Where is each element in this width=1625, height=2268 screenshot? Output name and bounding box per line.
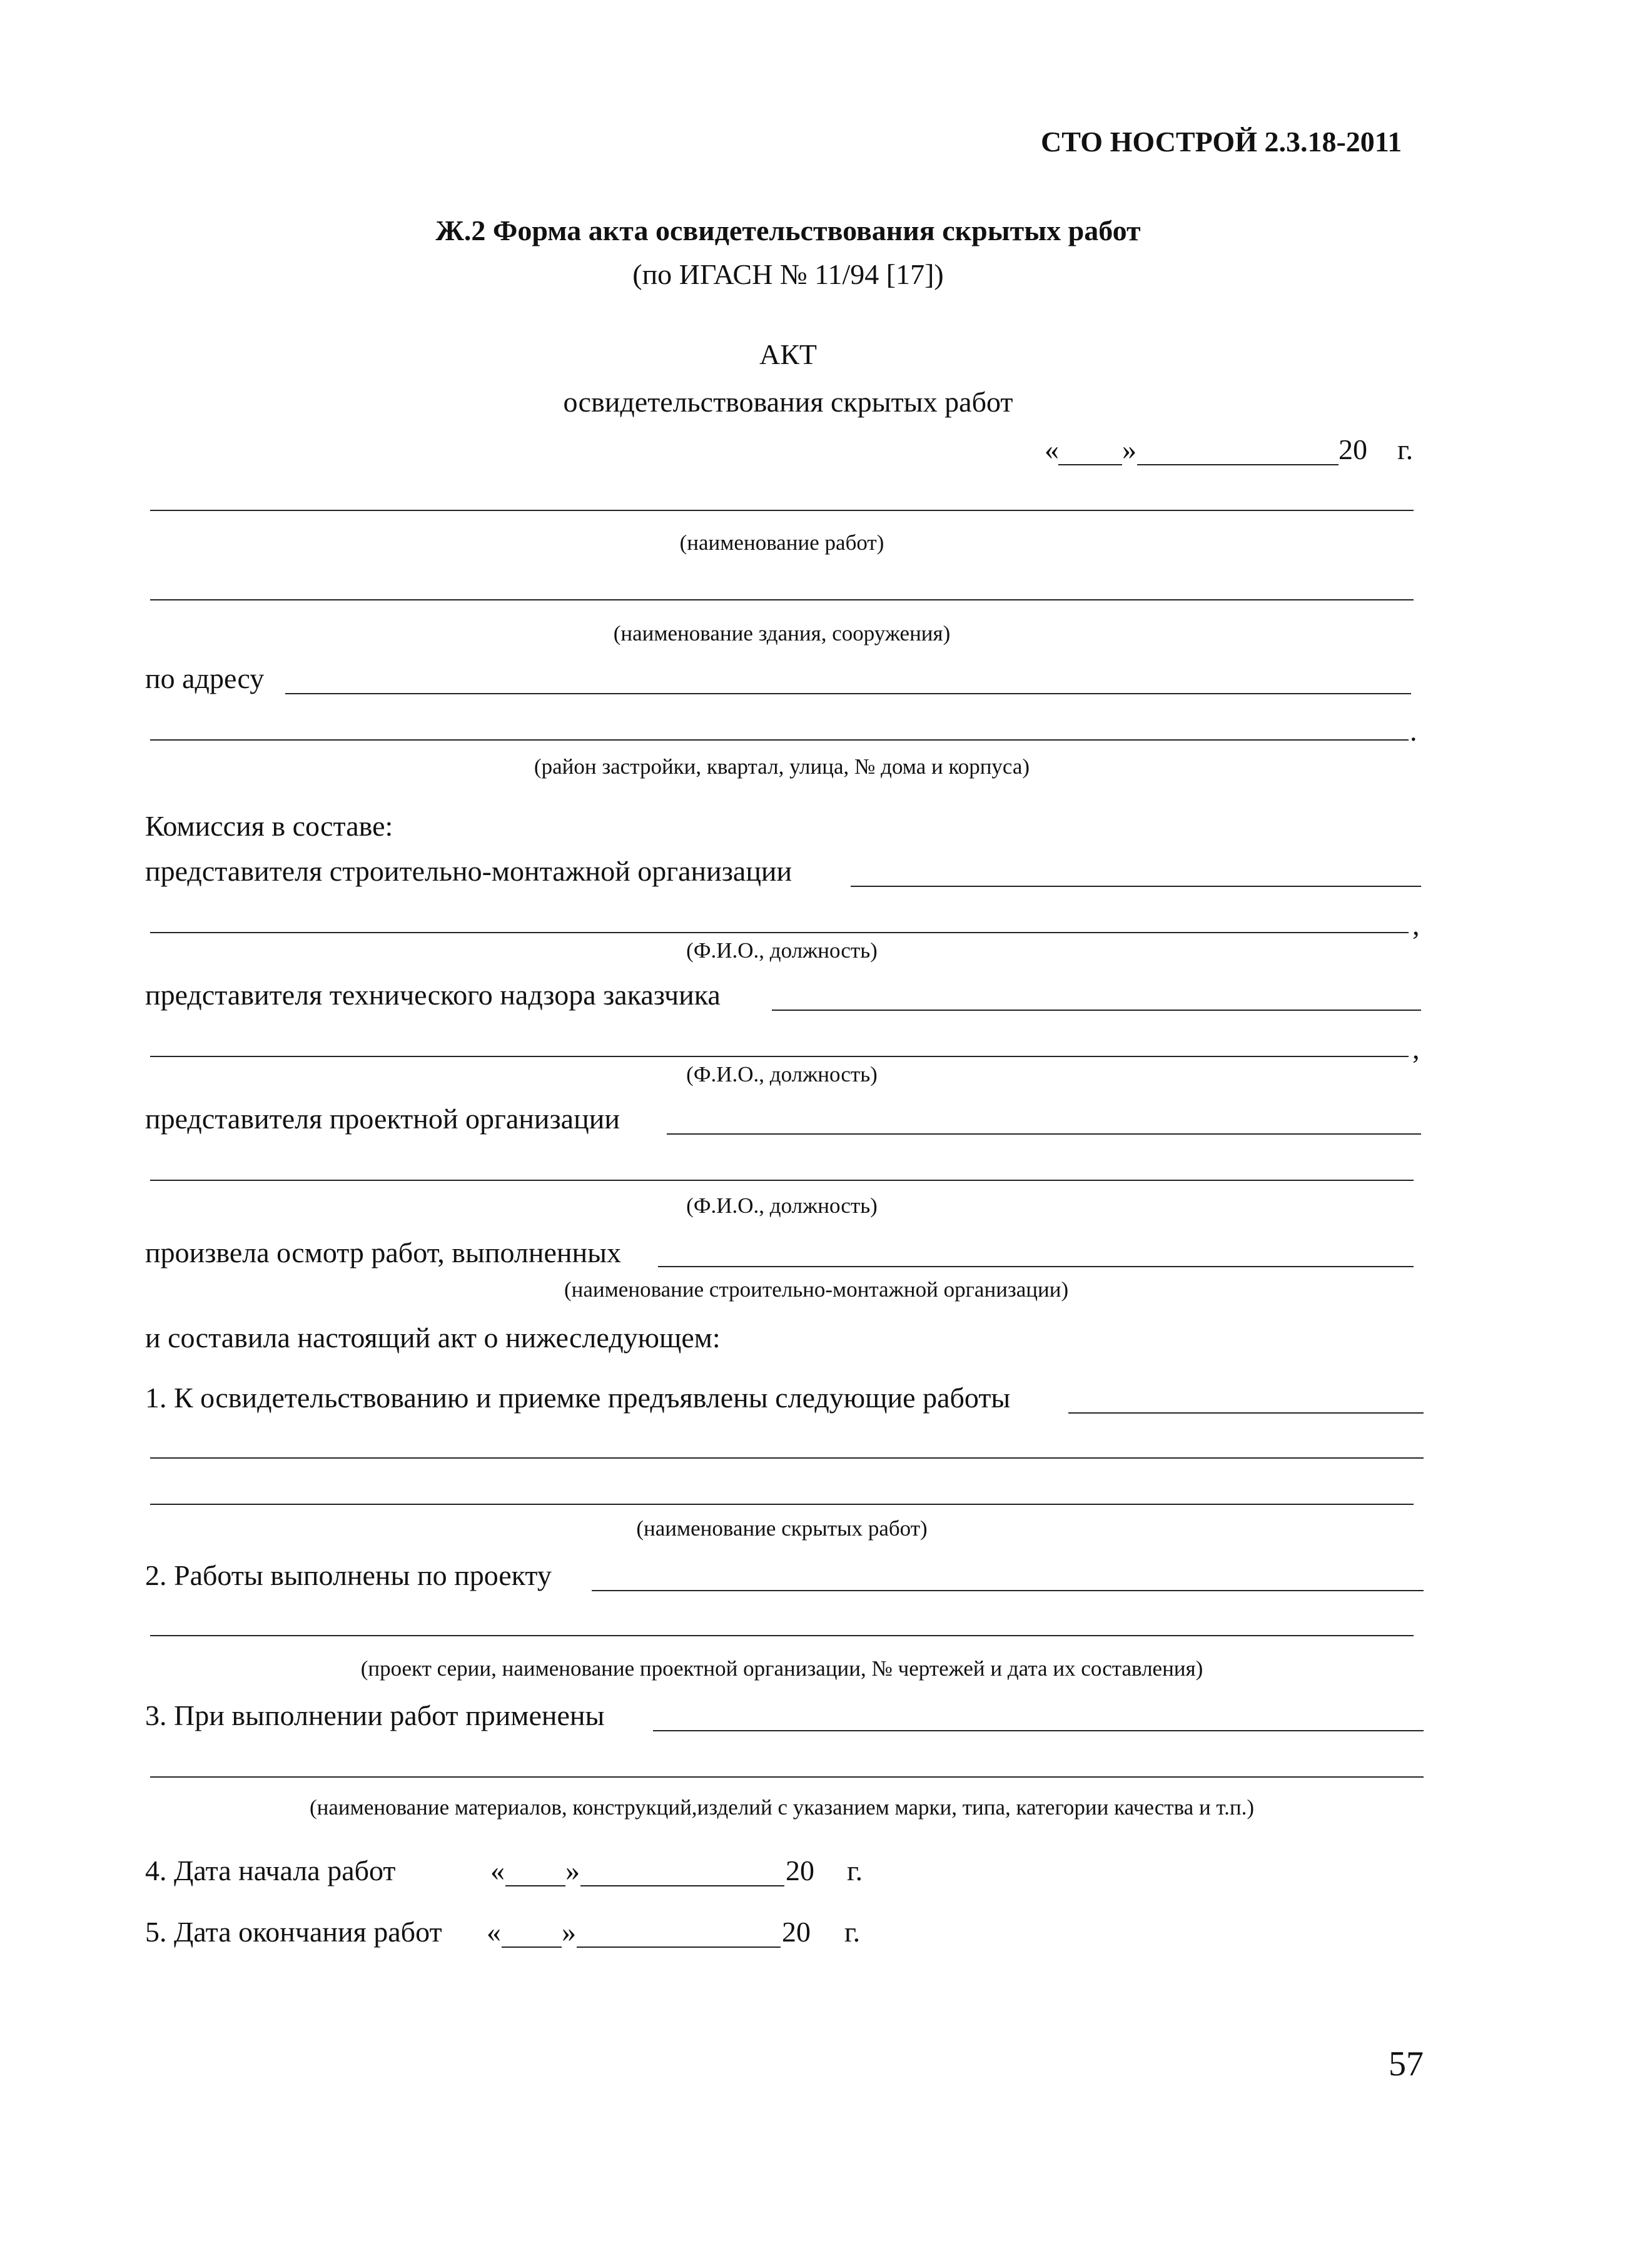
rep-design-line-2[interactable]: [150, 1180, 1414, 1181]
act-date-quote-open: «: [1045, 433, 1059, 465]
item1-caption: (наименование скрытых работ): [636, 1516, 928, 1541]
item4-date-year-prefix: 20: [786, 1855, 814, 1886]
rep-customer-comma: ,: [1412, 1033, 1420, 1065]
item4-date-quote-open: «: [490, 1855, 505, 1886]
act-date-year-suffix: г.: [1397, 433, 1414, 465]
item4-label: 4. Дата начала работ: [145, 1855, 396, 1886]
rep-design-label: представителя проектной организации: [145, 1103, 620, 1135]
act-date-year-prefix: 20: [1339, 433, 1367, 465]
address-period: .: [1410, 715, 1417, 747]
rep-customer-line-2[interactable]: [150, 1056, 1409, 1057]
work-name-caption: (наименование работ): [679, 530, 884, 555]
page-number: 57: [1389, 2045, 1424, 2083]
contractor-name-line[interactable]: [658, 1266, 1414, 1267]
building-name-caption: (наименование здания, сооружения): [613, 621, 951, 645]
act-date-day-line[interactable]: [1058, 464, 1122, 465]
item4-date-quote-close: »: [565, 1855, 580, 1886]
item2-caption: (проект серии, наименование проектной организации, № чертежей и дата их составления): [360, 1656, 1203, 1681]
item4-date-year-suffix: г.: [847, 1855, 863, 1886]
act-title: АКТ: [759, 338, 817, 370]
rep-contractor-comma: ,: [1412, 909, 1420, 941]
address-label: по адресу: [145, 662, 265, 694]
item3-caption: (наименование материалов, конструкций,изделий с указанием марки, типа, категории качества и т.п.): [310, 1795, 1254, 1820]
work-name-line[interactable]: [150, 510, 1414, 511]
item1-line-2[interactable]: [150, 1457, 1424, 1459]
contractor-name-caption: (наименование строительно-монтажной организации): [564, 1277, 1069, 1302]
item2-line-2[interactable]: [150, 1635, 1414, 1636]
item2-line-1[interactable]: [592, 1590, 1424, 1591]
act-subtitle: освидетельствования скрытых работ: [563, 386, 1013, 418]
address-line-1[interactable]: [285, 693, 1411, 694]
item1-line-3[interactable]: [150, 1504, 1414, 1505]
rep-design-caption: (Ф.И.О., должность): [686, 1193, 878, 1218]
inspected-label: произвела осмотр работ, выполненных: [145, 1237, 621, 1268]
item5-date-year-prefix: 20: [782, 1916, 811, 1948]
rep-customer-label: представителя технического надзора заказчика: [145, 979, 721, 1011]
item5-date-quote-open: «: [487, 1916, 501, 1948]
item2-label: 2. Работы выполнены по проекту: [145, 1559, 552, 1591]
rep-contractor-line-1[interactable]: [851, 886, 1421, 887]
compiled-label: и составила настоящий акт о нижеследующем:: [145, 1322, 721, 1354]
rep-contractor-caption: (Ф.И.О., должность): [686, 938, 878, 963]
building-name-line[interactable]: [150, 599, 1414, 600]
item1-line-1[interactable]: [1068, 1412, 1424, 1414]
item3-line-2[interactable]: [150, 1776, 1424, 1778]
item5-date-year-suffix: г.: [844, 1916, 861, 1948]
item1-label: 1. К освидетельствованию и приемке предъявлены следующие работы: [145, 1382, 1011, 1414]
commission-label: Комиссия в составе:: [145, 810, 393, 842]
rep-contractor-line-2[interactable]: [150, 932, 1409, 933]
item5-date-day-line[interactable]: [502, 1947, 562, 1948]
section-title: Ж.2 Форма акта освидетельствования скрытых работ: [435, 215, 1141, 246]
section-source: (по ИГАСН № 11/94 [17]): [632, 258, 944, 290]
item5-label: 5. Дата окончания работ: [145, 1916, 442, 1948]
rep-design-line-1[interactable]: [667, 1133, 1421, 1135]
item4-date-month-line[interactable]: [580, 1885, 784, 1886]
item5-date-month-line[interactable]: [577, 1947, 781, 1948]
address-line-2[interactable]: [150, 739, 1409, 741]
rep-customer-line-1[interactable]: [772, 1010, 1421, 1011]
act-date-month-line[interactable]: [1137, 464, 1339, 465]
item5-date-quote-close: »: [562, 1916, 576, 1948]
rep-customer-caption: (Ф.И.О., должность): [686, 1062, 878, 1086]
rep-contractor-label: представителя строительно-монтажной организации: [145, 855, 792, 887]
item3-label: 3. При выполнении работ применены: [145, 1699, 605, 1731]
act-date-quote-close: »: [1122, 433, 1136, 465]
address-caption: (район застройки, квартал, улица, № дома и корпуса): [534, 754, 1030, 779]
document-standard-code: СТО НОСТРОЙ 2.3.18-2011: [1041, 126, 1402, 158]
item3-line-1[interactable]: [653, 1730, 1424, 1731]
item4-date-day-line[interactable]: [505, 1885, 565, 1886]
